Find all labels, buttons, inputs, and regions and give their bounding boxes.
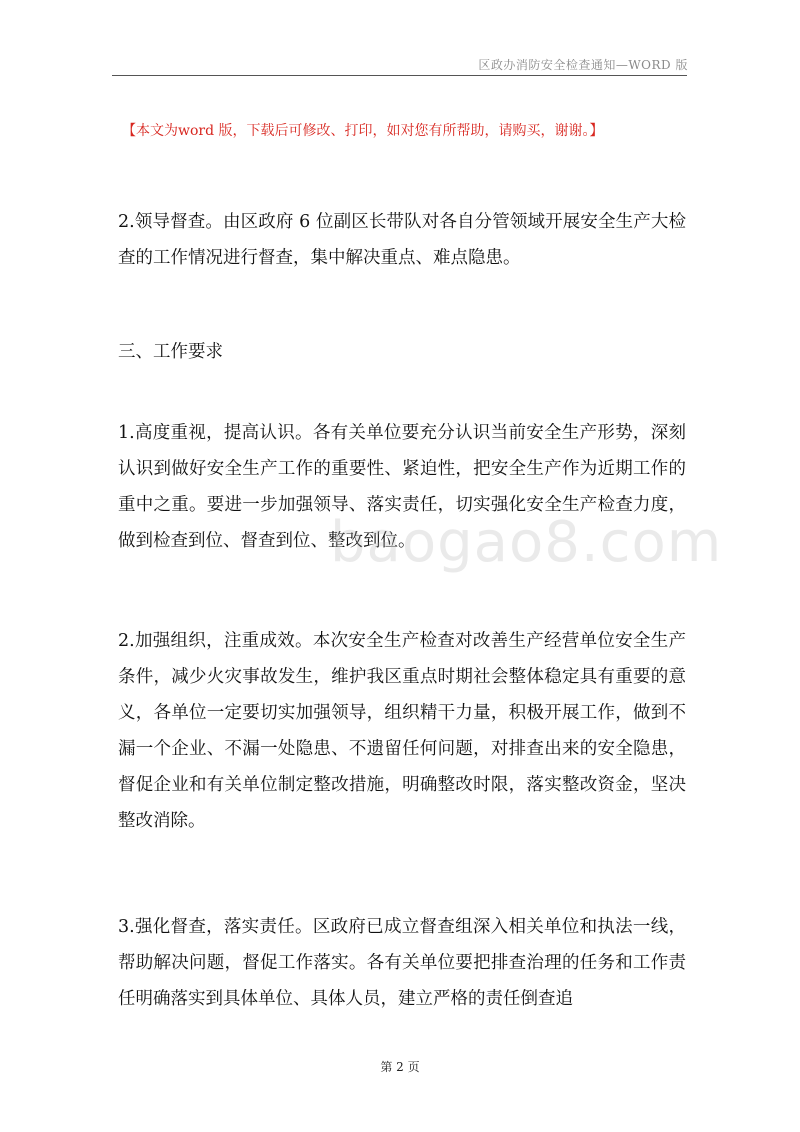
document-header-title: 区政办消防安全检查通知—WORD 版 <box>478 58 688 72</box>
paragraph-requirement-1: 1.高度重视，提高认识。各有关单位要充分认识当前安全生产形势，深刻认识到做好安全生产工作的重要性、紧迫性，把安全生产作为近期工作的重中之重。要进一步加强领导、落实责任，切实强化安全生产检查力度，做到检查到位、督查到位、整改到位。 <box>118 423 686 551</box>
paragraph-leadership-supervision: 2.领导督查。由区政府 6 位副区长带队对各自分管领域开展安全生产大检查的工作情况进行督查，集中解决重点、难点隐患。 <box>118 212 686 268</box>
page-number: 第 2 页 <box>380 1060 420 1074</box>
watermark: baogao8.com <box>330 510 723 575</box>
paragraph-requirement-2: 2.加强组织，注重成效。本次安全生产检查对改善生产经营单位安全生产条件，减少火灾事故发生，维护我区重点时期社会整体稳定具有重要的意义，各单位一定要切实加强领导，组织精干力量，积极开展工作，做到不漏一个企业、不漏一处隐患、不遗留任何问题，对排查出来的安全隐患，督促企业和有关单位制定整改措施，明确整改时限，落实整改资金，坚决整改消除。 <box>118 631 686 831</box>
section-heading-work-requirements: 三、工作要求 <box>118 342 223 362</box>
header-divider <box>112 75 687 76</box>
purchase-notice: 【本文为word 版，下载后可修改、打印，如对您有所帮助，请购买，谢谢。】 <box>122 123 604 139</box>
paragraph-requirement-3: 3.强化督查，落实责任。区政府已成立督查组深入相关单位和执法一线，帮助解决问题，督促工作落实。各有关单位要把排查治理的任务和工作责任明确落实到具体单位、具体人员，建立严格的责任倒查追 <box>118 917 686 1009</box>
